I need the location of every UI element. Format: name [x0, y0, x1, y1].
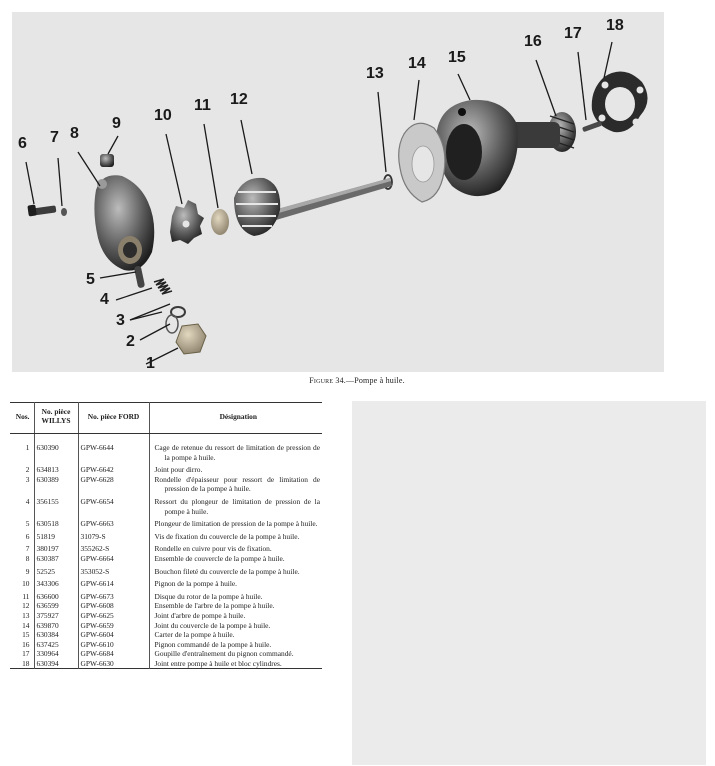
- part-2-gasket: [166, 315, 178, 333]
- designation-text: Ensemble de couvercle de la pompe à huile.: [154, 553, 285, 563]
- table-row: [10, 601, 322, 611]
- designation-cell: [149, 462, 322, 475]
- ford-part-number-cell: [78, 576, 149, 589]
- table-row: [10, 541, 322, 554]
- row-number: 16: [22, 639, 30, 649]
- row-number-cell: [10, 529, 34, 542]
- row-number-cell: [10, 576, 34, 589]
- willys-part-number-cell: [34, 564, 78, 577]
- willys-part-number-cell: [34, 541, 78, 554]
- willys-part-number-cell: [34, 611, 78, 621]
- willys-part-number: 343306: [36, 579, 59, 589]
- ford-part-number: GPW-6654: [80, 496, 114, 506]
- willys-part-number: 637425: [36, 639, 59, 649]
- row-number: 11: [22, 591, 30, 601]
- callout-7: 7: [50, 129, 59, 146]
- row-number: 3: [25, 474, 30, 484]
- designation-cell: [149, 589, 322, 602]
- part-9-plug: [100, 154, 114, 167]
- ford-part-number: GPW-6644: [80, 443, 114, 452]
- table-row: [10, 529, 322, 542]
- willys-part-number-cell: [34, 621, 78, 631]
- ford-part-number: GPW-6673: [80, 591, 114, 601]
- table-row: [10, 434, 322, 463]
- callout-13: 13: [366, 65, 384, 82]
- willys-part-number: 630384: [36, 630, 59, 640]
- row-number-cell: [10, 475, 34, 494]
- part-14-gasket: [399, 123, 445, 202]
- callout-8: 8: [70, 125, 79, 142]
- willys-part-number-cell: [34, 589, 78, 602]
- willys-part-number: 630518: [36, 519, 59, 529]
- callout-12: 12: [230, 91, 248, 108]
- table-row: [10, 516, 322, 529]
- designation-cell: [149, 611, 322, 621]
- row-number-cell: [10, 630, 34, 640]
- designation-text: Vis de fixation du couvercle de la pompe à huile.: [154, 531, 300, 541]
- part-15-pump-body: [437, 100, 560, 196]
- header-nos: Nos.: [10, 403, 34, 434]
- oil-pump-parts-illustration: [12, 12, 664, 372]
- designation-text: Joint d'arbre de pompe à huile.: [154, 610, 246, 620]
- designation-cell: [149, 621, 322, 631]
- callout-11: 11: [194, 97, 211, 114]
- willys-part-number-cell: [34, 475, 78, 494]
- designation-cell: [149, 529, 322, 542]
- designation-text: Ressort du plongeur de limitation de pression de la pompe à huile.: [154, 496, 320, 516]
- ford-part-number: GPW-6684: [80, 649, 114, 659]
- ford-part-number-cell: [78, 659, 149, 669]
- designation-cell: [149, 434, 322, 463]
- table-row: [10, 564, 322, 577]
- callout-10: 10: [154, 107, 172, 124]
- header-ford: No. pièce FORD: [78, 403, 149, 434]
- ford-part-number-cell: [78, 529, 149, 542]
- figure-caption: [12, 376, 702, 385]
- part-1-retainer: [176, 324, 206, 354]
- willys-part-number: 330964: [36, 649, 59, 659]
- part-5-plunger: [134, 265, 145, 288]
- willys-part-number: 630389: [36, 474, 59, 484]
- row-number: 13: [22, 610, 30, 620]
- callout-18: 18: [606, 17, 624, 34]
- row-number-cell: [10, 494, 34, 516]
- row-number-cell: [10, 434, 34, 463]
- willys-part-number: 636599: [36, 601, 59, 611]
- ford-part-number: 353052-S: [80, 566, 110, 576]
- willys-part-number: 634813: [36, 465, 59, 475]
- table-row: [10, 589, 322, 602]
- parts-table-body: [10, 434, 322, 669]
- row-number: 4: [25, 496, 30, 506]
- willys-part-number-cell: [34, 462, 78, 475]
- willys-part-number-cell: [34, 494, 78, 516]
- willys-part-number: 639870: [36, 620, 59, 630]
- ford-part-number: GPW-6604: [80, 630, 114, 640]
- row-number-cell: [10, 611, 34, 621]
- ford-part-number: GPW-6610: [80, 639, 114, 649]
- part-11-rotor-disc: [211, 209, 229, 235]
- willys-part-number-cell: [34, 576, 78, 589]
- row-number: 9: [25, 566, 30, 576]
- willys-part-number-cell: [34, 630, 78, 640]
- callout-1: 1: [146, 355, 155, 372]
- ford-part-number: GPW-6608: [80, 601, 114, 611]
- header-willys: No. pièce WILLYS: [34, 403, 78, 434]
- row-number: 15: [22, 630, 30, 640]
- designation-text: Pignon de la pompe à huile.: [154, 579, 238, 589]
- part-6-screw: [27, 204, 56, 216]
- table-row: [10, 621, 322, 631]
- header-designation: Désignation: [149, 403, 322, 434]
- willys-part-number-cell: [34, 434, 78, 463]
- willys-part-number: 52525: [36, 566, 55, 576]
- callout-14: 14: [408, 55, 426, 72]
- row-number-cell: [10, 554, 34, 564]
- table-row: [10, 462, 322, 475]
- designation-text: Rondelle en cuivre pour vis de fixation.: [154, 544, 272, 554]
- willys-part-number: 630394: [36, 658, 59, 668]
- table-row: [10, 611, 322, 621]
- ford-part-number-cell: [78, 589, 149, 602]
- ford-part-number: GPW-6664: [80, 553, 114, 563]
- willys-part-number: 356155: [36, 496, 59, 506]
- table-bottom-rule: [10, 669, 322, 673]
- ford-part-number-cell: [78, 601, 149, 611]
- willys-part-number: 636600: [36, 591, 59, 601]
- designation-cell: [149, 554, 322, 564]
- ford-part-number-cell: [78, 611, 149, 621]
- designation-text: Pignon commandé de la pompe à huile.: [154, 639, 272, 649]
- row-number-cell: [10, 516, 34, 529]
- row-number: 12: [22, 601, 30, 611]
- callout-5: 5: [86, 271, 95, 288]
- part-8-cover: [94, 175, 154, 270]
- ford-part-number: 355262-S: [80, 544, 110, 554]
- figure-title: —Pompe à huile.: [346, 376, 405, 385]
- row-number: 17: [22, 649, 30, 659]
- callout-9: 9: [112, 115, 121, 132]
- willys-part-number: 380197: [36, 544, 59, 554]
- row-number-cell: [10, 589, 34, 602]
- table-row: [10, 494, 322, 516]
- table-header-row: [10, 403, 322, 434]
- table-row: [10, 475, 322, 494]
- ford-part-number-cell: [78, 494, 149, 516]
- table-row: [10, 640, 322, 650]
- designation-cell: [149, 630, 322, 640]
- row-number: 7: [25, 544, 30, 554]
- willys-part-number: 630387: [36, 553, 59, 563]
- exploded-view-photo: [12, 12, 664, 372]
- table-row: [10, 649, 322, 659]
- row-number-cell: [10, 541, 34, 554]
- willys-part-number: 51819: [36, 531, 55, 541]
- ford-part-number-cell: [78, 462, 149, 475]
- ford-part-number-cell: [78, 640, 149, 650]
- designation-cell: [149, 541, 322, 554]
- part-10-pump-gear: [170, 200, 204, 244]
- designation-cell: [149, 564, 322, 577]
- ford-part-number: GPW-6642: [80, 465, 114, 475]
- table-row: [10, 659, 322, 669]
- part-4-spring: [154, 279, 172, 294]
- ford-part-number: GPW-6659: [80, 620, 114, 630]
- part-17-pin: [582, 121, 603, 133]
- ford-part-number-cell: [78, 475, 149, 494]
- designation-text: Rondelle d'épaisseur pour ressort de limitation de pression de la pompe à huile.: [154, 474, 320, 494]
- part-12-shaft-assembly: [234, 178, 392, 236]
- designation-cell: [149, 640, 322, 650]
- row-number-cell: [10, 601, 34, 611]
- ford-part-number-cell: [78, 516, 149, 529]
- willys-part-number-cell: [34, 529, 78, 542]
- willys-part-number-cell: [34, 554, 78, 564]
- designation-text: Joint pour dirro.: [154, 465, 203, 475]
- designation-cell: [149, 516, 322, 529]
- ford-part-number: GPW-6614: [80, 579, 114, 589]
- row-number: 8: [25, 553, 30, 563]
- row-number-cell: [10, 649, 34, 659]
- callout-6: 6: [18, 135, 27, 152]
- row-number: 6: [25, 531, 30, 541]
- willys-part-number-cell: [34, 649, 78, 659]
- table-row: [10, 576, 322, 589]
- designation-text: Bouchon fileté du couvercle de la pompe à huile.: [154, 566, 300, 576]
- callout-4: 4: [100, 291, 109, 308]
- ford-part-number: 31079-S: [80, 531, 106, 541]
- row-number: 2: [25, 465, 30, 475]
- willys-part-number-cell: [34, 659, 78, 669]
- ford-part-number-cell: [78, 649, 149, 659]
- row-number: 1: [25, 443, 30, 452]
- designation-cell: [149, 475, 322, 494]
- ford-part-number-cell: [78, 541, 149, 554]
- ford-part-number: GPW-6625: [80, 610, 114, 620]
- designation-cell: [149, 576, 322, 589]
- designation-cell: [149, 494, 322, 516]
- table-row: [10, 630, 322, 640]
- part-7-washer: [61, 208, 67, 216]
- callout-3: 3: [116, 312, 125, 329]
- row-number-cell: [10, 640, 34, 650]
- table-row: [10, 554, 322, 564]
- designation-text: Joint du couvercle de la pompe à huile.: [154, 620, 271, 630]
- willys-part-number-cell: [34, 516, 78, 529]
- designation-cell: [149, 659, 322, 669]
- row-number: 14: [22, 620, 30, 630]
- willys-part-number: 630390: [36, 443, 59, 452]
- designation-text: Joint entre pompe à huile et bloc cylindres.: [154, 658, 282, 668]
- designation-text: Plongeur de limitation de pression de la pompe à huile.: [154, 519, 318, 529]
- parts-table: [10, 402, 322, 673]
- designation-cell: [149, 649, 322, 659]
- designation-text: Ensemble de l'arbre de la pompe à huile.: [154, 601, 275, 611]
- ford-part-number-cell: [78, 630, 149, 640]
- row-number: 18: [22, 658, 30, 668]
- callout-2: 2: [126, 333, 135, 350]
- designation-text: Goupille d'entraînement du pignon commandé.: [154, 649, 294, 659]
- callout-17: 17: [564, 25, 582, 42]
- willys-part-number-cell: [34, 640, 78, 650]
- ford-part-number: GPW-6663: [80, 519, 114, 529]
- figure-label: Figure 34.: [309, 376, 346, 385]
- row-number-cell: [10, 564, 34, 577]
- designation-text: Cage de retenue du ressort de limitation de pression de la pompe à huile.: [154, 443, 320, 462]
- row-number-cell: [10, 462, 34, 475]
- callout-15: 15: [448, 49, 466, 66]
- ford-part-number-cell: [78, 554, 149, 564]
- ford-part-number-cell: [78, 621, 149, 631]
- willys-part-number-cell: [34, 601, 78, 611]
- willys-part-number: 375927: [36, 610, 59, 620]
- ford-part-number-cell: [78, 564, 149, 577]
- ford-part-number: GPW-6628: [80, 474, 114, 484]
- row-number: 5: [25, 519, 30, 529]
- ford-part-number: GPW-6630: [80, 658, 114, 668]
- designation-text: Disque du rotor de la pompe à huile.: [154, 591, 263, 601]
- callout-16: 16: [524, 33, 542, 50]
- row-number: 10: [22, 579, 30, 589]
- row-number-cell: [10, 659, 34, 669]
- blank-panel: [352, 401, 706, 765]
- ford-part-number-cell: [78, 434, 149, 463]
- row-number-cell: [10, 621, 34, 631]
- designation-cell: [149, 601, 322, 611]
- designation-text: Carter de la pompe à huile.: [154, 630, 235, 640]
